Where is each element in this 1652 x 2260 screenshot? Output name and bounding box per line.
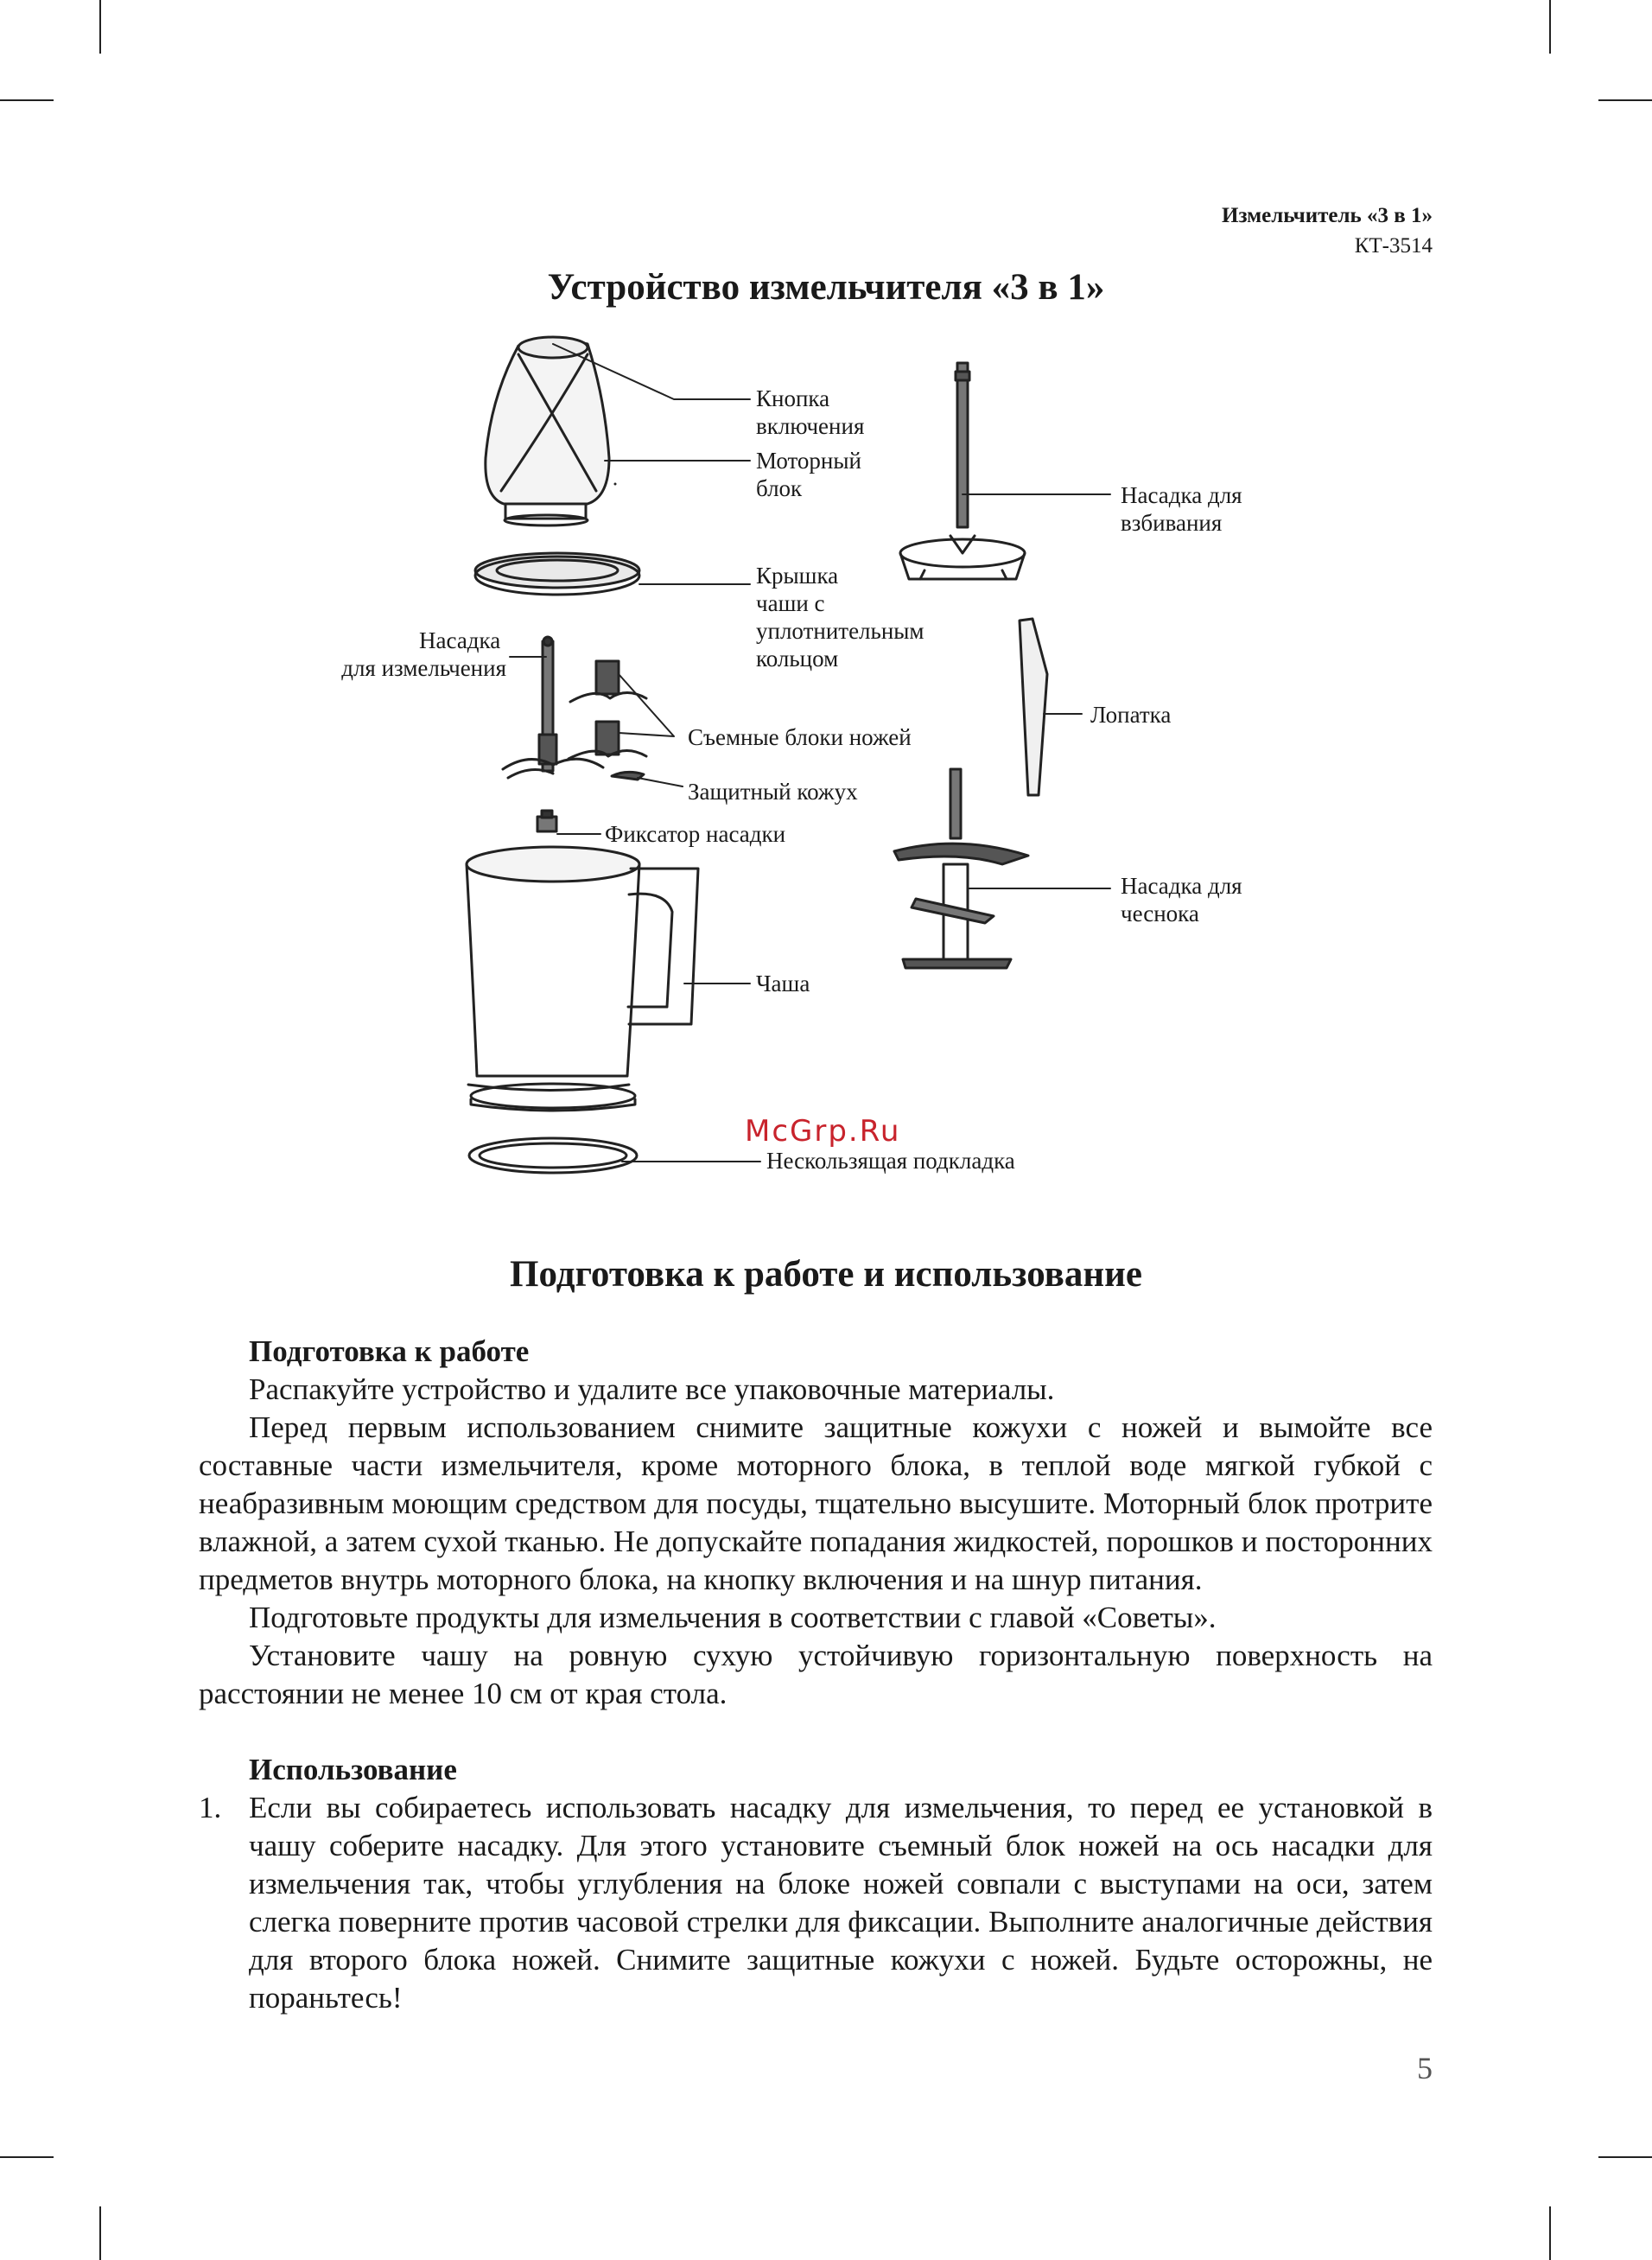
prep-heading: Подготовка к работе [249,1334,530,1368]
chop-attachment-drawing [503,637,603,778]
section-title: Подготовка к работе и использование [510,1254,1142,1295]
label-spatula: Лопатка [1090,702,1172,728]
blade-blocks-drawing [569,484,646,759]
diagram-title: Устройство измельчителя «3 в 1» [547,267,1105,308]
usage-heading: Использование [249,1753,457,1786]
crop-mark [1598,2156,1652,2158]
label-motor-block: Моторный блок [756,448,861,501]
label-bowl-lid: Крышка чаши с уплотнительным кольцом [756,563,924,672]
prep-paragraph: Распакуйте устройство и удалите все упаковочные материалы. [249,1372,1055,1406]
crop-mark [1549,2206,1551,2260]
crop-mark [99,2206,101,2260]
prep-paragraph: Установите чашу на ровную сухую устойчивую горизонтальную поверхность на расстоянии не менее 10 см от края стола. [199,1639,1433,1710]
bowl-drawing [467,847,698,1111]
page-number: 5 [1417,2051,1433,2085]
list-item [199,1789,1433,2017]
spatula-drawing [1020,619,1047,795]
prep-paragraph: Подготовьте продукты для измельчения в соответствии с главой «Советы». [249,1601,1217,1634]
whisk-drawing [900,363,1025,579]
label-bowl: Чаша [756,971,810,996]
list-item-number: 1. [199,1791,222,1824]
label-pad: Нескользящая подкладка [766,1148,1015,1174]
label-power-button: Кнопка включения [756,385,865,439]
label-garlic: Насадка для чеснока [1121,873,1242,926]
label-whisk: Насадка для взбивания [1121,482,1242,536]
clamp-drawing [537,811,556,831]
label-chop-attachment: Насадка для измельчения [341,627,506,681]
model-number: КТ-3514 [1354,234,1433,258]
prep-paragraph: Перед первым использованием снимите защитные кожухи с ножей и вымойте все составные части измельчителя, кроме моторного блока, в теплой воде мягкой губкой с неабразивным моющим средством для посуды, тщательно высушите. Моторный блок протрите влажной, а затем сухой тканью. Не допускайте попадания жидкостей, порошков и посторонних предметов внутрь моторного блока, на кнопку включения и на шнур питания. [199,1410,1433,1596]
label-clamp: Фиксатор насадки [605,821,786,847]
motor-block-drawing [486,337,609,525]
crop-mark [0,2156,54,2158]
list-item-text: Если вы собираетесь использовать насадку для измельчения, то перед ее установкой в чашу соберите насадку. Для этого установите съемный блок ножей на ось насадки для измельчения так, чтобы углубления на блоке ножей совпали с выступами на оси, затем слегка поверните против часовой стрелки для фиксации. Выполните аналогичные действия для второго блока ножей. Снимите защитные кожухи с ножей. Будьте осторожны, не пораньтесь! [249,1791,1433,2015]
body-text [199,1333,1433,2017]
garlic-attachment-drawing [894,769,1028,968]
product-title: Измельчитель «3 в 1» [1222,204,1433,227]
watermark: McGrp.Ru [745,1114,901,1149]
label-blade-blocks: Съемные блоки ножей [688,724,912,750]
label-guard: Защитный кожух [688,779,858,805]
bowl-lid-drawing [475,553,639,595]
